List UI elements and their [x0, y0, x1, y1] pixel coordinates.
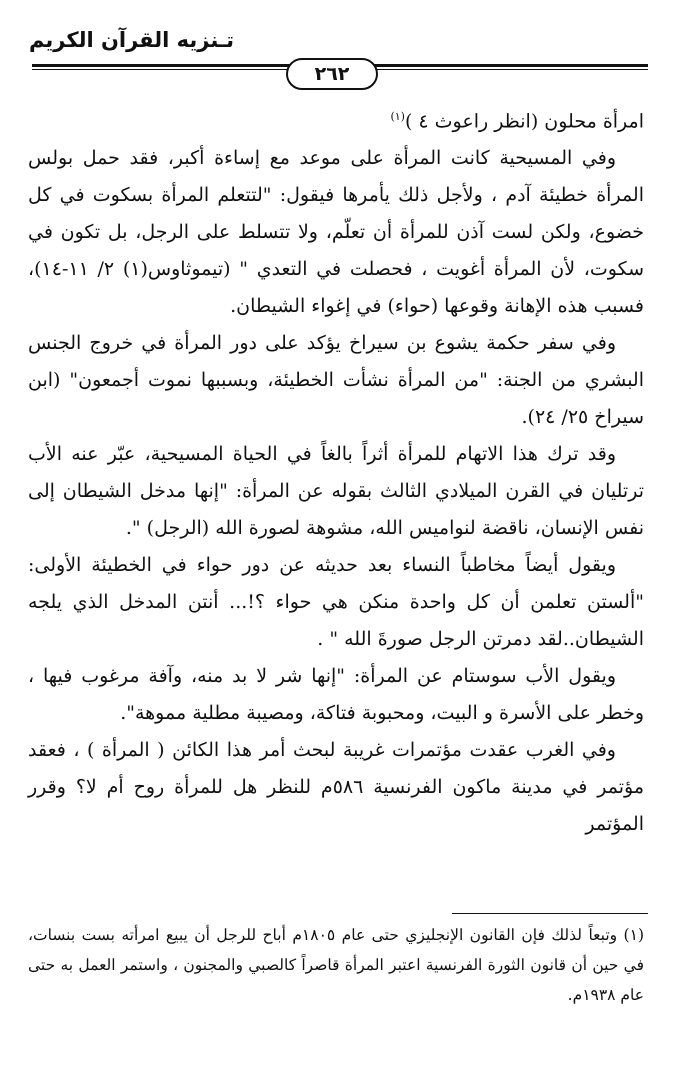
running-title: تـنزيه القرآن الكريم	[28, 28, 234, 52]
body-text	[28, 98, 644, 843]
footnote	[28, 920, 644, 1010]
paragraph-1-text: امرأة محلون (انظر راعوث ٤ )	[404, 110, 644, 133]
paragraph-6: ويقول الأب سوستام عن المرأة: "إنها شر لا بد منه، وآفة مرغوب فيها ، وخطر على الأسرة و البيت، ومحبوبة فتاكة، ومصيبة مطلية مموهة".	[28, 665, 644, 725]
footnote-text: (١) وتبعاً لذلك فإن القانون الإنجليزي حتى عام ١٨٠٥م أباح للرجل أن يبيع امرأته بست بنسات، في حين أن قانون الثورة الفرنسية اعتبر المرأة قاصراً كالصبي والمجنون ، واستمر العمل به حتى عام ١٩٣٨م.	[28, 926, 644, 1004]
paragraph-2: وفي المسيحية كانت المرأة على موعد مع إساءة أكبر، فقد حمل بولس المرأة خطيئة آدم ، ولأجل ذلك يأمرها فيقول: "لتتعلم المرأة بسكوت في كل خضوع، ولكن لست آذن للمرأة أن تعلّم، ولا تتسلط على الرجل، بل تكون في سكوت، لأن المرأة أغويت ، فحصلت في التعدي " (تيموثاوس(١) ٢/ ١١-١٤)، فسبب هذه الإهانة وقوعها (حواء) في إغواء الشيطان.	[28, 147, 645, 318]
page-number: ٢٦٢	[286, 58, 378, 90]
paragraph-5: ويقول أيضاً مخاطباً النساء بعد حديثه عن دور حواء في الخطيئة الأولى: "ألستن تعلمن أن كل واحدة منكن هي حواء ؟!... أنتن المدخل الذي يلجه الشيطان..لقد دمرتن الرجل صورةَ الله " .	[28, 554, 644, 651]
paragraph-7: وفي الغرب عقدت مؤتمرات غريبة لبحث أمر هذا الكائن ( المرأة ) ، فعقد مؤتمر في مدينة ماكون الفرنسية ٥٨٦م للنظر هل للمرأة روح أم لا؟ وقرر المؤتمر	[28, 739, 645, 836]
paragraph-3: وفي سفر حكمة يشوع بن سيراخ يؤكد على دور المرأة في خروج الجنس البشري من الجنة: "من المرأة نشأت الخطيئة، وبسببها نموت أجمعون" (ابن سيراخ ٢٥/ ٢٤).	[28, 332, 644, 429]
paragraph-4: وقد ترك هذا الاتهام للمرأة أثراً بالغاً في الحياة المسيحية، عبّر عنه الأب ترتليان في القرن الميلادي الثالث بقوله عن المرأة: "إنها مدخل الشيطان إلى نفس الإنسان، ناقضة لنواميس الله، مشوهة لصورة الله (الرجل) ".	[28, 443, 644, 540]
paragraph-1	[28, 98, 644, 140]
footnote-separator	[452, 913, 648, 914]
footnote-reference: (١)	[390, 110, 405, 123]
